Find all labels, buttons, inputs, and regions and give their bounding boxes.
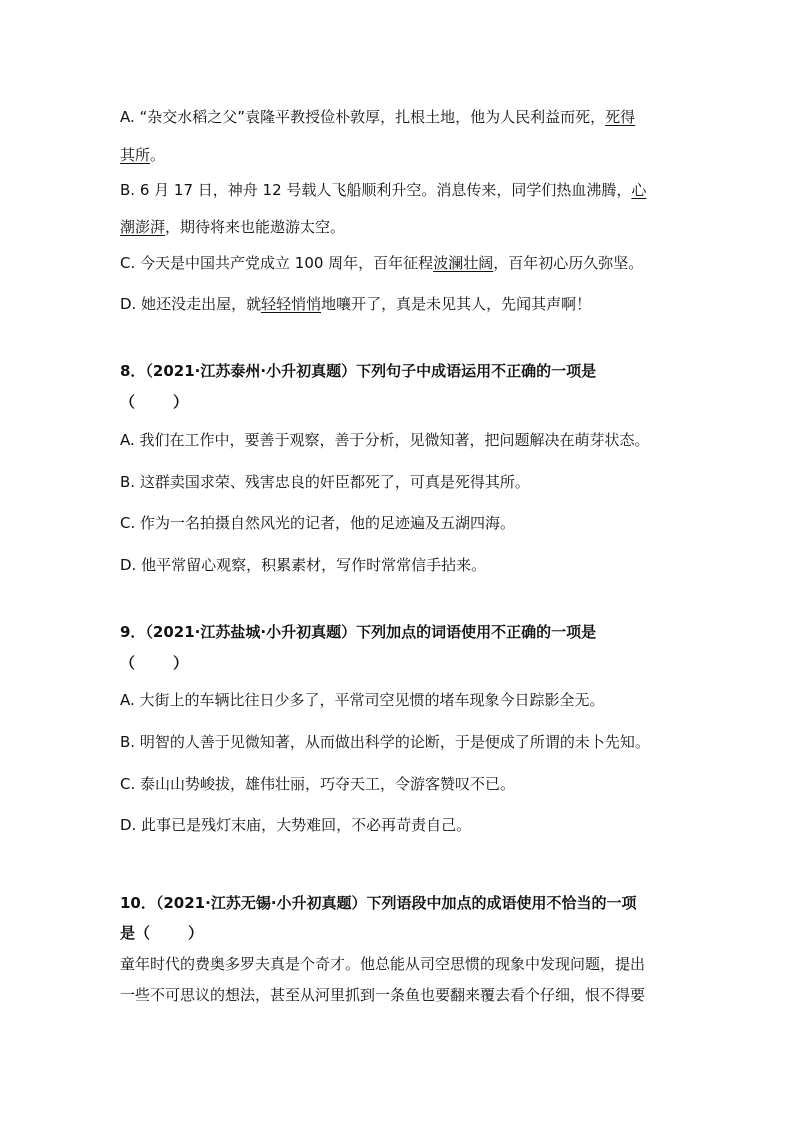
q10-passage-line1: 童年时代的费奥多罗夫真是个奇才。他总能从司空思惯的现象中发现问题，提出	[120, 955, 646, 973]
q7-option-a-underlined-idiom-cont: 其所	[120, 146, 151, 164]
q10-passage-line2: 一些不可思议的想法，甚至从河里抓到一条鱼也要翻来覆去看个仔细，恨不得要	[120, 986, 646, 1004]
q8-option-b: B. 这群卖国求荣、残害忠良的奸臣都死了，可真是死得其所。	[120, 473, 530, 491]
q9-answer-blank: （ ）	[120, 654, 189, 672]
q7-option-c-text-end: ，百年初心历久弥坚。	[493, 254, 644, 272]
q8-option-c: C. 作为一名拍摄自然风光的记者，他的足迹遍及五湖四海。	[120, 514, 516, 532]
q9-option-a: A. 大街上的车辆比往日少多了，平常司空见惯的堵车现象今日踪影全无。	[120, 691, 605, 709]
q8-option-a: A. 我们在工作中，要善于观察，善于分析，见微知著，把问题解决在萌芽状态。	[120, 431, 650, 449]
q7-option-a-line1	[120, 107, 635, 127]
q7-option-b-line2	[120, 217, 345, 237]
q7-option-d-text-end: 地嚷开了，真是未见其人，先闻其声啊！	[321, 295, 592, 313]
q8-option-d: D. 他平常留心观察，积累素材，写作时常常信手拈来。	[120, 556, 487, 574]
q9-option-d: D. 此事已是残灯末庙，大势难回，不必再苛责自己。	[120, 816, 472, 834]
q9-heading: 9．（2021·江苏盐城·小升初真题）下列加点的词语使用不正确的一项是	[120, 623, 597, 641]
q7-option-c-underlined-idiom: 波澜壮阔	[433, 254, 494, 272]
q8-heading: 8．（2021·江苏泰州·小升初真题）下列句子中成语运用不正确的一项是	[120, 362, 597, 380]
q10-heading: 10．（2021·江苏无锡·小升初真题）下列语段中加点的成语使用不恰当的一项	[120, 894, 637, 912]
q7-option-d	[120, 294, 591, 314]
q7-option-b-underlined-idiom-cont: 潮澎湃	[120, 218, 166, 236]
q7-option-a-line2	[120, 145, 165, 165]
q7-option-b-line1	[120, 180, 646, 200]
q7-option-d-text: D. 她还没走出屋，就	[120, 295, 262, 313]
q7-option-a-underlined-idiom: 死得	[605, 108, 636, 126]
q9-option-c: C. 泰山山势峻拔，雄伟壮丽，巧夺天工，令游客赞叹不已。	[120, 775, 516, 793]
q8-answer-blank: （ ）	[120, 393, 189, 411]
q7-option-c-text: C. 今天是中国共产党成立 100 周年，百年征程	[120, 254, 434, 272]
q7-option-a-text-end: 。	[150, 146, 166, 164]
q7-option-d-underlined-idiom: 轻轻悄悄	[261, 295, 322, 313]
q10-heading-cont: 是（ ）	[120, 924, 204, 942]
q7-option-b-text-end: ，期待将来也能遨游太空。	[165, 218, 346, 236]
q7-option-b-text: B. 6 月 17 日，神舟 12 号载人飞船顺利升空。消息传来，同学们热血沸腾，	[120, 181, 632, 199]
q7-option-b-underlined-idiom: 心	[631, 181, 647, 199]
q7-option-c	[120, 253, 643, 273]
q7-option-a-text: A. “杂交水稻之父”袁隆平教授俭朴敦厚，扎根土地，他为人民利益而死，	[120, 108, 606, 126]
q9-option-b: B. 明智的人善于见微知著，从而做出科学的论断，于是便成了所谓的未卜先知。	[120, 733, 650, 751]
